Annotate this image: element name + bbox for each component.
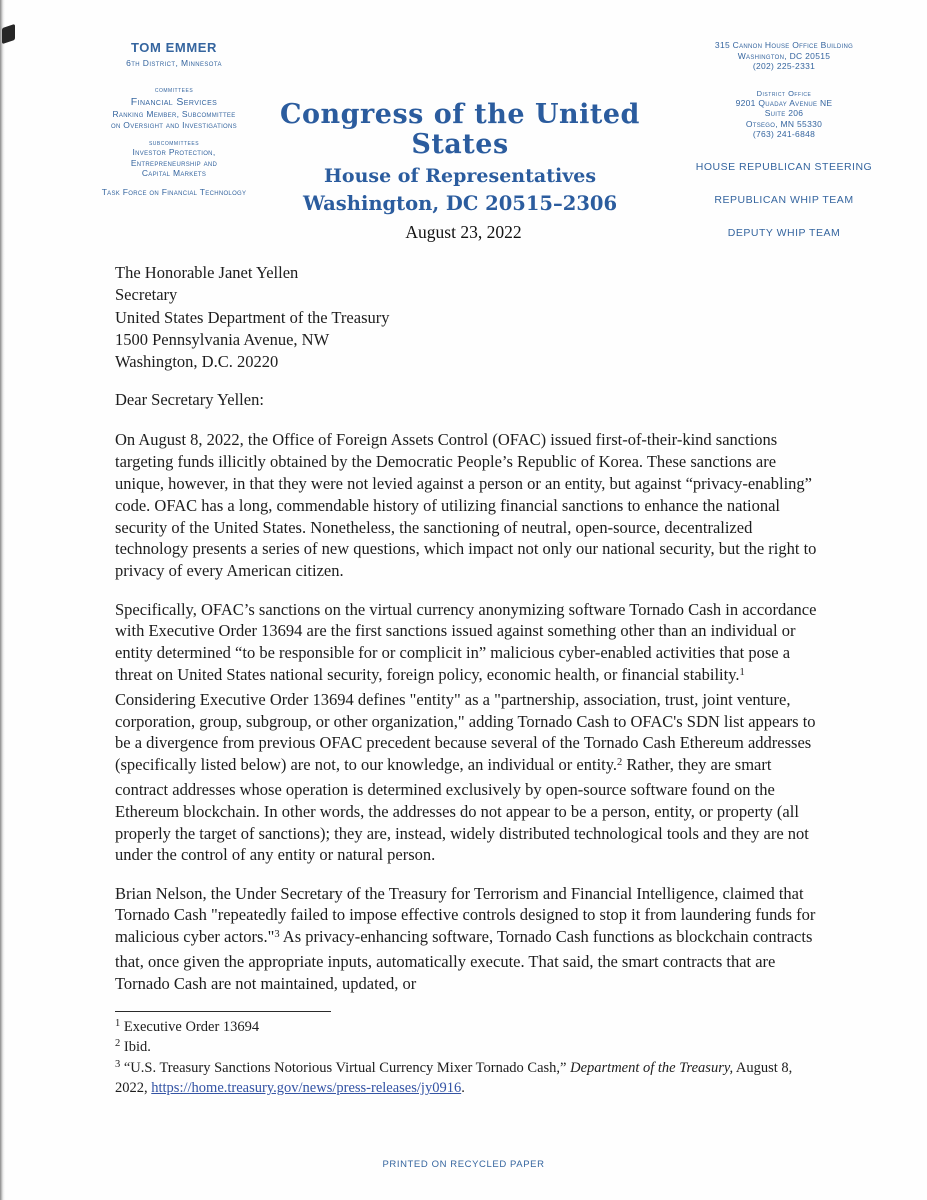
member-name: TOM EMMER <box>130 40 218 55</box>
footnote-marker: 3 <box>274 929 280 941</box>
text-run: Specifically, OFAC’s sanctions on the virtual currency anonymizing software Tornado Cash in accordance with Executive Order 13694 are the first sanctions issued against something other than an individual or entity determined “to be responsible for or complicit in” malicious cyber-enabled activities that pose a threat on United States national security, foreign policy, economic health, or financial stability. <box>115 599 817 684</box>
district-office-line4: (763) 241-6848 <box>752 129 816 139</box>
congress-title: Congress of the United States <box>280 99 640 160</box>
member-district: 6th District, Minnesota <box>126 58 222 68</box>
dc-office-line3: (202) 225-2331 <box>752 61 816 71</box>
house-subtitle: House of Representatives <box>323 165 597 187</box>
letter-body <box>115 262 819 1098</box>
footnote-marker: 1 <box>115 1017 121 1029</box>
text-run: Executive Order 13694 <box>120 1018 260 1035</box>
district-office-line2: Suite 206 <box>764 108 804 118</box>
salutation: Dear Secretary Yellen: <box>115 390 264 410</box>
recycled-paper-note: PRINTED ON RECYCLED PAPER <box>382 1159 545 1170</box>
district-office-line3: Otsego, MN 55330 <box>745 118 823 129</box>
subcommittees-label: subcommittees <box>148 138 200 147</box>
text-run: Considering Executive Order 13694 defines "entity" as a "partnership, association, trust, joint venture, corporation, group, subgroup, or other organization," adding Tornado Cash to OFAC's SDN list appears to be a divergence from previous OFAC precedent because several of the Tornado Cash Ethereum addresses (specifically listed below) are not, to our knowledge, an individual or entity. <box>115 689 816 775</box>
footnote-marker: 2 <box>617 757 623 769</box>
letterhead <box>0 0 927 262</box>
text-run: Rather, they are smart contract addresses whose operation is determined exclusively by open-source software found on the Ethereum blockchain. In other words, the addresses do not appear to be a person, entity, or property (all properly the target of sanctions); they are, instead, widely distributed technological tools and they are not under the control of any entity or natural person. <box>115 755 809 865</box>
recipient-name: The Honorable Janet Yellen <box>115 263 299 282</box>
committee-financial-services: Financial Services <box>130 96 218 108</box>
role-deputy-whip-team: DEPUTY WHIP TEAM <box>727 226 841 239</box>
text-run: As privacy-enhancing software, Tornado Cash functions as blockchain contracts that, once given the appropriate inputs, automatically execute. That said, the smart contracts that are Tornado Cash are not maintained, updated, or <box>115 927 813 993</box>
role-house-republican-steering: HOUSE REPUBLICAN STEERING <box>695 160 873 173</box>
footnote-marker: 3 <box>115 1058 121 1070</box>
task-force-line: Task Force on Financial Technology <box>101 186 247 197</box>
text-run: . <box>461 1080 465 1097</box>
text-run: Brian Nelson, the Under Secretary of the Treasury for Terrorism and Financial Intelligence, claimed that Tornado Cash "repeatedly failed to impose effective controls designed to stop it from laundering funds for malicious cyber actors." <box>115 883 816 947</box>
text-run: Department of the Treasury, <box>570 1059 734 1076</box>
role-republican-whip-team: REPUBLICAN WHIP TEAM <box>714 193 854 206</box>
recipient-city: Washington, D.C. 20220 <box>115 352 279 372</box>
text-run: “U.S. Treasury Sanctions Notorious Virtual Currency Mixer Tornado Cash,” <box>120 1059 571 1076</box>
footnote-separator <box>115 1011 331 1012</box>
paragraph-2 <box>115 599 819 867</box>
footnote-2 <box>115 1038 819 1059</box>
subcommittee-line3: Capital Markets <box>141 168 207 178</box>
letter-date: August 23, 2022 <box>405 222 522 242</box>
district-office-line1: 9201 Quaday Avenue NE <box>735 97 833 108</box>
paragraph-1 <box>115 429 819 582</box>
dc-office-line1: 315 Cannon House Office Building <box>714 40 854 50</box>
washington-line: Washington, DC 20515–2306 <box>302 192 618 215</box>
subcommittee-line2: Entrepreneurship and <box>130 157 218 168</box>
district-office-label: District Office <box>756 88 812 98</box>
text-run: On August 8, 2022, the Office of Foreign Assets Control (OFAC) issued first-of-their-kind sanctions targeting funds illicitly obtained by the Democratic People’s Republic of Korea. These sanctions are unique, however, in that they were not levied against a person or an entity, but against “privacy-enabling” code. OFAC has a long, commendable history of utilizing financial sanctions to enhance the national security of the United States. Nonetheless, the sanctioning of neutral, open-source, decentralized technology presents a series of new questions, which impact not only our national security, but the right to privacy of every American citizen. <box>115 430 817 581</box>
paragraph-3 <box>115 883 819 995</box>
treasury-press-release-link[interactable]: https://home.treasury.gov/news/press-releases/jy0916 <box>151 1080 462 1097</box>
recipient-title: Secretary <box>115 285 178 305</box>
footnote-3 <box>115 1059 819 1098</box>
footnote-marker: 2 <box>115 1038 121 1050</box>
committees-label: committees <box>154 85 194 94</box>
footnote-1 <box>115 1018 819 1039</box>
letterhead-right-column <box>648 40 920 239</box>
recipient-street: 1500 Pennsylvania Avenue, NW <box>115 329 330 349</box>
dc-office-line2: Washington, DC 20515 <box>737 50 831 61</box>
text-run: August 8, 2022, <box>115 1059 793 1097</box>
footnote-marker: 1 <box>739 666 745 678</box>
subcommittee-line1: Investor Protection, <box>132 147 216 157</box>
text-run: Ibid. <box>120 1039 151 1056</box>
recipient-address-block <box>115 262 819 373</box>
committee-role-line2: on Oversight and Investigations <box>111 119 237 130</box>
committee-role-line1: Ranking Member, Subcommittee <box>112 109 236 119</box>
letterhead-center <box>250 100 670 216</box>
recipient-org: United States Department of the Treasury <box>115 307 390 327</box>
